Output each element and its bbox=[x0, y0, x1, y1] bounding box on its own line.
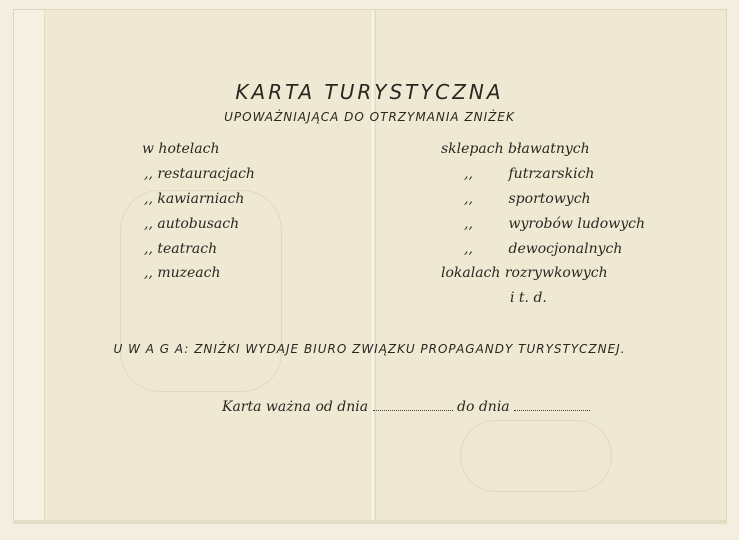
discount-item-fur-shops: ,, futrzarskich bbox=[464, 166, 595, 182]
valid-from-blank bbox=[373, 398, 453, 411]
valid-from-label: Karta ważna od dnia bbox=[222, 399, 369, 415]
discount-item-entertainment: lokalach rozrywkowych bbox=[441, 265, 608, 281]
discount-item-etc: i t. d. bbox=[510, 290, 547, 306]
discount-item-buses: ,, autobusach bbox=[144, 216, 240, 232]
card-note: U W A G A: ZNIŻKI WYDAJE BIURO ZWIĄZKU PROPAGANDY TURYSTYCZNEJ. bbox=[113, 342, 626, 356]
discount-item-hotels: w hotelach bbox=[142, 141, 220, 157]
discount-item-theatres: ,, teatrach bbox=[144, 241, 218, 257]
card-title: KARTA TURYSTYCZNA bbox=[235, 80, 504, 104]
validity-line bbox=[222, 398, 590, 415]
card-subtitle: UPOWAŻNIAJĄCA DO OTRZYMANIA ZNIŻEK bbox=[224, 110, 515, 124]
discount-item-folk-goods: ,, wyrobów ludowych bbox=[464, 216, 645, 232]
card-bottom-edge bbox=[14, 520, 726, 524]
discount-item-restaurants: ,, restauracjach bbox=[144, 166, 255, 182]
valid-to-label: do dnia bbox=[457, 399, 510, 415]
discount-item-fabric-shops: sklepach bławatnych bbox=[441, 141, 590, 157]
faint-emboss-right bbox=[460, 420, 612, 492]
discount-item-devotional: ,, dewocjonalnych bbox=[464, 241, 623, 257]
discount-item-museums: ,, muzeach bbox=[144, 265, 221, 281]
discount-item-cafes: ,, kawiarniach bbox=[144, 191, 245, 207]
discount-item-sport-shops: ,, sportowych bbox=[464, 191, 591, 207]
valid-to-blank bbox=[514, 398, 590, 411]
